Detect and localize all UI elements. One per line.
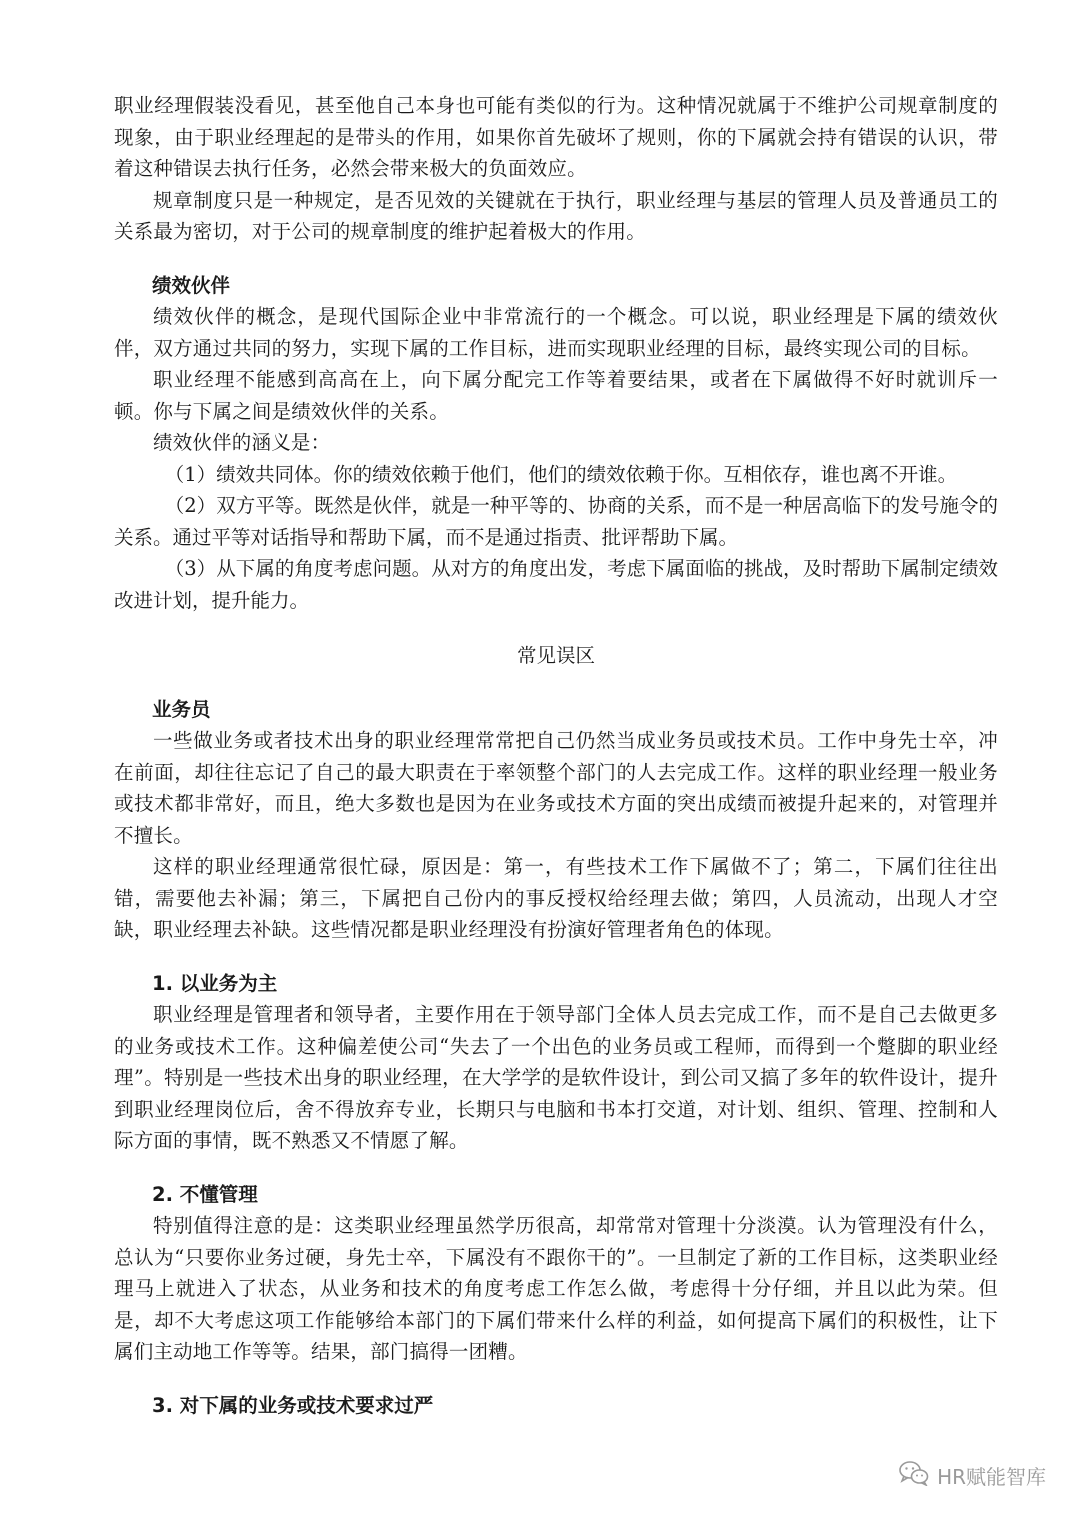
partner-item-1: （1）绩效共同体。你的绩效依赖于他们，他们的绩效依赖于你。互相依存，谁也离不开谁。 [164,462,958,486]
salesman-paragraph-2: 这样的职业经理通常很忙碌，原因是：第一，有些技术工作下属做不了；第二，下属们往往出错，需要他去补漏；第三，下属把自己份内的事反授权给经理去做；第四，人员流动，出现人才空缺，职业经理去补缺。这些情况都是职业经理没有扮演好管理者角色的体现。 [114,855,998,941]
partner-item-2: （2）双方平等。既然是伙伴，就是一种平等的、协商的关系，而不是一种居高临下的发号施令的关系。通过平等对话指导和帮助下属，而不是通过指责、批评帮助下属。 [114,494,998,549]
no-management-paragraph: 特别值得注意的是：这类职业经理虽然学历很高，却常常对管理十分淡漠。认为管理没有什么，总认为“只要你业务过硬，身先士卒，下属没有不跟你干的”。一旦制定了新的工作目标，这类职业经理马上就进入了状态，从业务和技术的角度考虑工作怎么做，考虑得十分仔细，并且以此为荣。但是，却不大考虑这项工作能够给本部门的下属们带来什么样的利益，如何提高下属们的积极性，让下属们主动地工作等等。结果，部门搞得一团糟。 [114,1214,998,1363]
salesman-paragraph-1: 一些做业务或者技术出身的职业经理常常把自己仍然当成业务员或技术员。工作中身先士卒，冲在前面，却往往忘记了自己的最大职责在于率领整个部门的人去完成工作。这样的职业经理一般业务或技术都非常好，而且，绝大多数也是因为在业务或技术方面的突出成绩而被提升起来的，对管理并不擅长。 [114,729,998,847]
intro-paragraph-2: 规章制度只是一种规定，是否见效的关键就在于执行，职业经理与基层的管理人员及普通员工的关系最为密切，对于公司的规章制度的维护起着极大的作用。 [114,188,998,243]
wechat-icon [899,1460,929,1491]
heading-too-strict: 3. 对下属的业务或技术要求过严 [152,1393,434,1417]
heading-no-management: 2. 不懂管理 [152,1182,258,1206]
document-page [114,90,998,1421]
section-title-common-mistakes: 常见误区 [516,644,595,667]
heading-performance-partner: 绩效伙伴 [152,273,231,297]
heading-business-first: 1. 以业务为主 [152,971,278,995]
partner-paragraph-1: 绩效伙伴的概念，是现代国际企业中非常流行的一个概念。可以说，职业经理是下属的绩效伙伴，双方通过共同的努力，实现下属的工作目标，进而实现职业经理的目标，最终实现公司的目标。 [114,305,998,360]
partner-item-3: （3）从下属的角度考虑问题。从对方的角度出发，考虑下属面临的挑战，及时帮助下属制定绩效改进计划，提升能力。 [114,557,998,612]
watermark [899,1460,1046,1491]
business-first-paragraph: 职业经理是管理者和领导者，主要作用在于领导部门全体人员去完成工作，而不是自己去做更多的业务或技术工作。这种偏差使公司“失去了一个出色的业务员或工程师，而得到一个蹩脚的职业经理”。特别是一些技术出身的职业经理，在大学学的是软件设计，到公司又搞了多年的软件设计，提升到职业经理岗位后，舍不得放弃专业，长期只与电脑和书本打交道，对计划、组织、管理、控制和人际方面的事情，既不熟悉又不情愿了解。 [114,1003,998,1152]
heading-salesman: 业务员 [152,697,211,721]
partner-paragraph-3: 绩效伙伴的涵义是： [153,431,331,454]
intro-paragraph-1: 职业经理假装没看见，甚至他自己本身也可能有类似的行为。这种情况就属于不维护公司规章制度的现象，由于职业经理起的是带头的作用，如果你首先破坏了规则，你的下属就会持有错误的认识，带着这种错误去执行任务，必然会带来极大的负面效应。 [114,94,998,180]
partner-paragraph-2: 职业经理不能感到高高在上，向下属分配完工作等着要结果，或者在下属做得不好时就训斥一顿。你与下属之间是绩效伙伴的关系。 [114,368,998,423]
watermark-text: HR赋能智库 [937,1465,1046,1489]
